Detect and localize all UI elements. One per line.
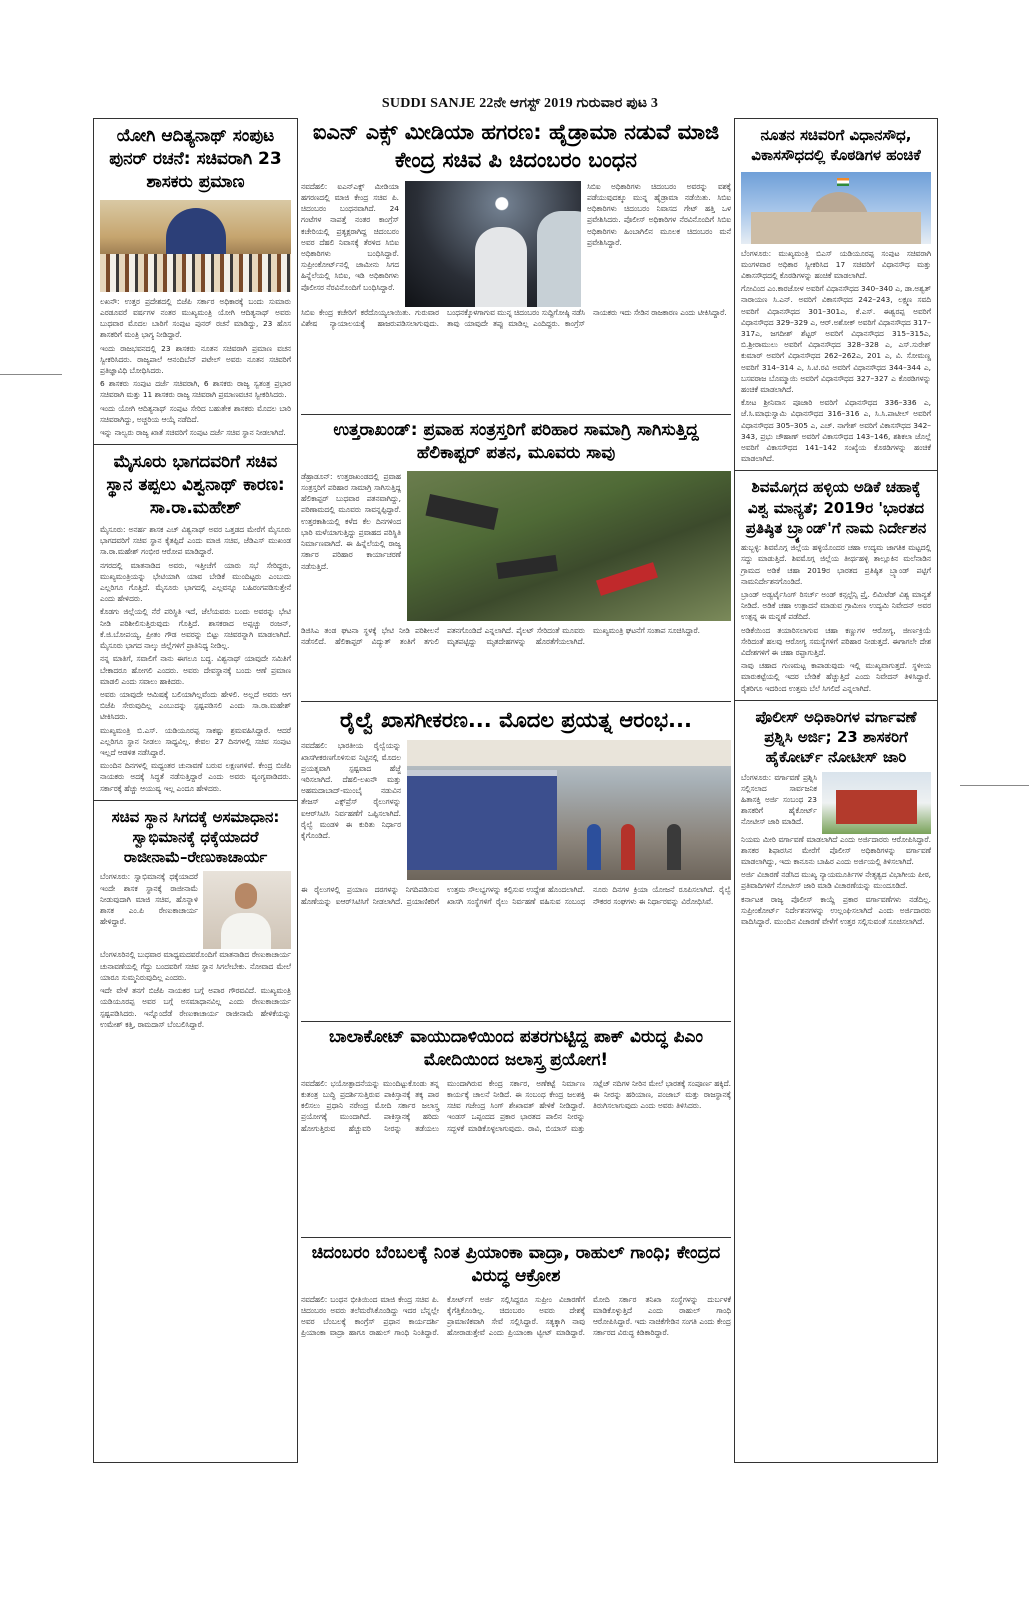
- high-court-photo: [822, 772, 931, 834]
- article-paragraph: ಕೊಡಗು ಜಿಲ್ಲೆಯಲ್ಲಿ ನೆರೆ ಪರಿಸ್ಥಿತಿ ಇದೆ, ಜೆಲೆಯವರು ಬಂದು ಅವರನ್ನು ಭೇಟಿ ನೀಡಿ ಪರಿಶೀಲಿಸುತ್ತಿರುವುದು ಗೊತ್ತಿದೆ. ಶಾಸಕರಾದ ಅಪ್ಪಚ್ಚು ರಂಜನ್, ಕೆ.ಜಿ.ಬೋಪಯ್ಯ, ಪ್ರೀತಂ ಗೌಡ ಅವರನ್ನು ಬಿಟ್ಟು ಸಚಿವರನ್ನಾಗಿ ಮಾಡಲಾಗಿದೆ. ಮೈಸೂರು ಭಾಗದ ನಾಲ್ಕು ಜಿಲ್ಲೆಗಳಿಗೆ ಪ್ರಾತಿನಿಧ್ಯ ನೀಡಿಲ್ಲ.: [100, 607, 291, 651]
- article-paragraph: ಈ ರೈಲುಗಳಲ್ಲಿ ಪ್ರಯಾಣ ದರಗಳನ್ನು ನಿಗದಿಪಡಿಸುವ ಹೊಣೆಯನ್ನು ಐಆರ್‌ಸಿಟಿಸಿಗೆ ನೀಡಲಾಗಿದೆ. ಪ್ರಯಾಣಿಕರಿಗೆ ಉತ್ತಮ ಸೌಲಭ್ಯಗಳನ್ನು ಕಲ್ಪಿಸುವ ಉದ್ದೇಶ ಹೊಂದಲಾಗಿದೆ. ಖಾಸಗಿ ಸಂಸ್ಥೆಗಳಿಗೆ ರೈಲು ನಿರ್ವಹಣೆ ವಹಿಸುವ ಸಂಬಂಧ ನೂರು ದಿನಗಳ ಕ್ರಿಯಾ ಯೋಜನೆ ರೂಪಿಸಲಾಗಿದೆ. ರೈಲ್ವೆ ನೌಕರರ ಸಂಘಗಳು ಈ ನಿರ್ಧಾರವನ್ನು ವಿರೋಧಿಸಿವೆ.: [301, 885, 731, 906]
- person-figure: [475, 227, 527, 307]
- article-paragraph: ಮುಖ್ಯಮಂತ್ರಿ ಬಿ.ಎಸ್. ಯಡಿಯೂರಪ್ಪ ಸಾಕಷ್ಟು ಶ್ರಮವಹಿಸಿದ್ದಾರೆ. ಆದರೆ ಎಲ್ಲರಿಗೂ ಸ್ಥಾನ ನೀಡಲು ಸಾಧ್ಯವಿಲ್ಲ. ಕೇವಲ 27 ದಿನಗಳಲ್ಲಿ ಸಚಿವ ಸಂಪುಟ ಇಲ್ಲದೆ ಆಡಳಿತ ನಡೆಸಿದ್ದಾರೆ.: [100, 725, 291, 757]
- renukacharya-photo: [203, 871, 291, 949]
- article-paragraph: ಡೆಹ್ರಾಡೂನ್: ಉತ್ತರಾಖಂಡದಲ್ಲಿ ಪ್ರವಾಹ ಸಂತ್ರಸ್ತರಿಗೆ ಪರಿಹಾರ ಸಾಮಾಗ್ರಿ ಸಾಗಿಸುತ್ತಿದ್ದ ಹೆಲಿಕಾಪ್ಟರ್ ಬುಧವಾರ ಪತನವಾಗಿದ್ದು, ಪರಿಣಾಮದಲ್ಲಿ ಮೂವರು ಸಾವನ್ನಪ್ಪಿದ್ದಾರೆ. ಉತ್ತರಕಾಶಿಯಲ್ಲಿ ಕಳೆದ ಕೆಲ ದಿನಗಳಿಂದ ಭಾರಿ ಮಳೆಯಾಗುತ್ತಿದ್ದು ಪ್ರವಾಹದ ಪರಿಸ್ಥಿತಿ ನಿರ್ಮಾಣವಾಗಿದೆ. ಈ ಹಿನ್ನೆಲೆಯಲ್ಲಿ ರಾಜ್ಯ ಸರ್ಕಾರ ಪರಿಹಾರ ಕಾರ್ಯಾಚರಣೆ ನಡೆಸುತ್ತಿದೆ.: [301, 471, 401, 571]
- article-paragraph: ಸಿಬಿಐ ಅಧಿಕಾರಿಗಳು ಚಿದಂಬರಂ ಅವರನ್ನು ವಶಕ್ಕೆ ಪಡೆಯುವುದಕ್ಕೂ ಮುನ್ನ ಹೈಡ್ರಾಮಾ ನಡೆಯಿತು. ಸಿಬಿಐ ಅಧಿಕಾರಿಗಳು ಚಿದಂಬರಂ ನಿವಾಸದ ಗೇಟ್ ಹತ್ತಿ ಒಳ ಪ್ರವೇಶಿಸಿದರು. ಪೊಲೀಸ್ ಅಧಿಕಾರಿಗಳ ನೆರವಿನೊಂದಿಗೆ ಸಿಬಿಐ ಅಧಿಕಾರಿಗಳು ಹಿಂಬಾಗಿಲಿನ ಮೂಲಕ ಚಿದಂಬರಂ ಮನೆ ಪ್ರವೇಶಿಸಿದ್ದಾರೆ.: [587, 181, 731, 247]
- headline-police-transfer: ಪೊಲೀಸ್ ಅಧಿಕಾರಿಗಳ ವರ್ಗಾವಣೆ ಪ್ರಶ್ನಿಸಿ ಅರ್ಜಿ; 23 ಶಾಸಕರಿಗೆ ಹೈಕೋರ್ಟ್ ನೋಟೀಸ್ ಜಾರಿ: [755, 707, 917, 767]
- headline-railway-privatisation: ರೈಲ್ವೆ ಖಾಸಗೀಕರಣ... ಮೊದಲ ಪ್ರಯತ್ನ ಆರಂಭ...: [340, 708, 692, 732]
- article-paragraph: ಡಿಜಿಸಿಎ ತಂಡ ಘಟನಾ ಸ್ಥಳಕ್ಕೆ ಭೇಟಿ ನೀಡಿ ಪರಿಶೀಲನೆ ನಡೆಸಲಿದೆ. ಹೆಲಿಕಾಪ್ಟರ್ ವಿದ್ಯುತ್ ತಂತಿಗೆ ತಗುಲಿ ಪತನಗೊಂಡಿದೆ ಎನ್ನಲಾಗಿದೆ. ಪೈಲಟ್ ಸೇರಿದಂತೆ ಮೂವರು ಮೃತಪಟ್ಟಿದ್ದು ಮೃತದೇಹಗಳನ್ನು ಹೊರತೆಗೆಯಲಾಗಿದೆ. ಮುಖ್ಯಮಂತ್ರಿ ಘಟನೆಗೆ ಸಂತಾಪ ಸೂಚಿಸಿದ್ದಾರೆ.: [301, 625, 701, 647]
- article-paragraph: ಗೋವಿಂದ ಎಂ.ಕಾರಜೋಳ ಅವರಿಗೆ ವಿಧಾನಸೌಧದ 340–340 ಎ, ಡಾ.ಅಶ್ವತ್ ನಾರಾಯಣ ಸಿ.ಎನ್. ಅವರಿಗೆ ವಿಕಾಸಸೌಧದ 242–243, ಲಕ್ಷ್ಮಣ ಸವದಿ ಅವರಿಗೆ ವಿಧಾನಸೌಧದ 301–301ಎ, ಕೆ.ಎಸ್. ಈಶ್ವರಪ್ಪ ಅವರಿಗೆ ವಿಧಾನಸೌಧದ 329–329 ಎ, ಆರ್.ಅಶೋಕ್ ಅವರಿಗೆ ವಿಧಾನಸೌಧದ 317–317ಎ, ಜಗದೀಶ್ ಶೆಟ್ಟರ್ ಅವರಿಗೆ ವಿಧಾನಸೌಧದ 315–315ಎ, ಬಿ.ಶ್ರೀರಾಮುಲು ಅವರಿಗೆ ವಿಧಾನಸೌಧದ 328–328 ಎ, ಎಸ್.ಸುರೇಶ್ ಕುಮಾರ್ ಅವರಿಗೆ ವಿಧಾನಸೌಧದ 262–262ಎ, 201 ಎ, ವಿ. ಸೋಮಣ್ಣ ಅವರಿಗೆ 314–314 ಎ, ಸಿ.ಟಿ.ರವಿ ಅವರಿಗೆ ವಿಧಾನಸೌಧದ 344–344 ಎ, ಬಸವರಾಜ ಬೊಮ್ಮಾಯಿ ಅವರಿಗೆ ವಿಧಾನಸೌಧದ 327–327 ಎ ಕೊಠಡಿಗಳನ್ನು ಹಂಚಿಕೆ ಮಾಡಲಾಗಿದೆ.: [741, 284, 931, 394]
- article-paragraph: ನಿಯಮ ಮೀರಿ ವರ್ಗಾವಣೆ ಮಾಡಲಾಗಿದೆ ಎಂದು ಅರ್ಜಿದಾರರು ಆರೋಪಿಸಿದ್ದಾರೆ. ಶಾಸಕರ ಶಿಫಾರಸಿನ ಮೇರೆಗೆ ಪೊಲೀಸ್ ಅಧಿಕಾರಿಗಳನ್ನು ವರ್ಗಾವಣೆ ಮಾಡಲಾಗಿದ್ದು, ಇದು ಕಾನೂನು ಬಾಹಿರ ಎಂದು ಅರ್ಜಿಯಲ್ಲಿ ತಿಳಿಸಲಾಗಿದೆ.: [741, 834, 931, 866]
- article-yogi-cabinet: [94, 119, 297, 444]
- portrait-body: [221, 913, 271, 949]
- article-paragraph: 6 ಶಾಸಕರು ಸಂಪುಟ ದರ್ಜೆ ಸಚಿವರಾಗಿ, 6 ಶಾಸಕರು ರಾಜ್ಯ ಸ್ವತಂತ್ರ ಪ್ರಭಾರ ಸಚಿವರಾಗಿ ಮತ್ತು 11 ಶಾಸಕರು ರಾಜ್ಯ ಸಚಿವರಾಗಿ ಪ್ರಮಾಣವಚನ ಸ್ವೀಕರಿಸಿದರು.: [100, 379, 291, 400]
- right-column: [734, 118, 938, 1463]
- arrest-photo: [405, 181, 581, 307]
- headline-congress-support: ಚಿದಂಬರಂ ಬೆಂಬಲಕ್ಕೆ ನಿಂತ ಪ್ರಿಯಾಂಕಾ ವಾದ್ರಾ, ರಾಹುಲ್ ಗಾಂಧಿ; ಕೇಂದ್ರದ ವಿರುದ್ಧ ಆಕ್ರೋಶ: [311, 1243, 721, 1286]
- article-paragraph: ಮೈಸೂರು: ಅನರ್ಹ ಶಾಸಕ ಎಚ್ ವಿಶ್ವನಾಥ್ ಅವರ ಒತ್ತಡದ ಮೇರೆಗೆ ಮೈಸೂರು ಭಾಗದವರಿಗೆ ಸಚಿವ ಸ್ಥಾನ ಕೈತಪ್ಪಿದೆ ಎಂದು ಮಾಜಿ ಸಚಿವ, ಜೆಡಿಎಸ್ ಮುಖಂಡ ಸಾ.ರಾ.ಮಹೇಶ್ ಗಂಭೀರ ಆರೋಪ ಮಾಡಿದ್ದಾರೆ.: [100, 525, 291, 557]
- national-flag: [837, 178, 849, 186]
- headline-chidambaram-arrest: ಐಎನ್ ಎಕ್ಸ್ ಮೀಡಿಯಾ ಹಗರಣ: ಹೈಡ್ರಾಮಾ ನಡುವೆ ಮಾಜಿ ಕೇಂದ್ರ ಸಚಿವ ಪಿ ಚಿದಂಬರಂ ಬಂಧನ: [312, 120, 720, 173]
- platform-roof: [407, 740, 731, 766]
- debris: [496, 555, 558, 579]
- vidhana-soudha-photo: [741, 172, 931, 244]
- article-paragraph: ಲಖನೌ: ಉತ್ತರ ಪ್ರದೇಶದಲ್ಲಿ ಬಿಜೆಪಿ ಸರ್ಕಾರ ಅಧಿಕಾರಕ್ಕೆ ಬಂದು ಸುಮಾರು ಎರಡೂವರೆ ವರ್ಷಗಳ ನಂತರ ಮುಖ್ಯಮಂತ್ರಿ ಯೋಗಿ ಆದಿತ್ಯನಾಥ್ ಅವರು ಬುಧವಾರ ಮೊದಲ ಬಾರಿಗೆ ಸಂಪುಟ ಪುನರ್ ರಚನೆ ಮಾಡಿದ್ದು, 23 ಹೊಸ ಶಾಸಕರಿಗೆ ಮಂತ್ರಿ ಭಾಗ್ಯ ನೀಡಿದ್ದಾರೆ.: [100, 296, 291, 340]
- article-paragraph: ಅರ್ಜಿ ವಿಚಾರಣೆ ನಡೆಸಿದ ಮುಖ್ಯ ನ್ಯಾಯಮೂರ್ತಿಗಳ ನೇತೃತ್ವದ ವಿಭಾಗೀಯ ಪೀಠ, ಪ್ರತಿವಾದಿಗಳಿಗೆ ನೋಟೀಸ್ ಜಾರಿ ಮಾಡಿ ವಿಚಾರಣೆಯನ್ನು ಮುಂದೂಡಿದೆ.: [741, 870, 931, 891]
- train-coach: [407, 770, 557, 870]
- headline-mysore-minister: ಮೈಸೂರು ಭಾಗದವರಿಗೆ ಸಚಿವ ಸ್ಥಾನ ತಪ್ಪಲು ವಿಶ್ವನಾಥ್ ಕಾರಣ: ಸಾ.ರಾ.ಮಹೇಶ್: [106, 452, 285, 519]
- article-paragraph: ಕರ್ನಾಟಕ ರಾಜ್ಯ ಪೊಲೀಸ್ ಕಾಯ್ದೆ ಪ್ರಕಾರ ವರ್ಗಾವಣೆಗಳು ನಡೆದಿಲ್ಲ. ಸುಪ್ರೀಂಕೋರ್ಟ್ ನಿರ್ದೇಶನಗಳನ್ನು ಉಲ್ಲಂಘಿಸಲಾಗಿದೆ ಎಂದು ಅರ್ಜಿದಾರರು ವಾದಿಸಿದ್ದಾರೆ. ಮುಂದಿನ ವಿಚಾರಣೆ ವೇಳೆಗೆ ಉತ್ತರ ಸಲ್ಲಿಸುವಂತೆ ಸೂಚಿಸಲಾಗಿದೆ.: [741, 894, 931, 926]
- headline-indus-water: ಬಾಲಾಕೋಟ್ ವಾಯುದಾಳಿಯಿಂದ ಪತರಗುಟ್ಟಿದ್ದ ಪಾಕ್ ವಿರುದ್ಧ ಪಿಎಂ ಮೋದಿಯಿಂದ ಜಲಾಸ್ತ್ರ ಪ್ರಯೋಗ!: [329, 1027, 703, 1070]
- article-paragraph: ನವದೆಹಲಿ: ಭಾರತೀಯ ರೈಲ್ವೆಯನ್ನು ಖಾಸಗೀಕರಣಗೊಳಿಸುವ ನಿಟ್ಟಿನಲ್ಲಿ ಮೊದಲ ಪ್ರಯತ್ನವಾಗಿ ಸ್ಪಷ್ಟವಾದ ಹೆಜ್ಜೆ ಇರಿಸಲಾಗಿದೆ. ದೆಹಲಿ-ಲಖನೌ ಮತ್ತು ಅಹಮದಾಬಾದ್-ಮುಂಬೈ ನಡುವಿನ ತೇಜಸ್ ಎಕ್ಸ್‌ಪ್ರೆಸ್ ರೈಲುಗಳನ್ನು ಐಆರ್‌ಸಿಟಿಸಿ ನಿರ್ವಹಣೆಗೆ ಒಪ್ಪಿಸಲಾಗಿದೆ. ರೈಲ್ವೆ ಮಂಡಳಿ ಈ ಕುರಿತು ನಿರ್ಧಾರ ಕೈಗೊಂಡಿದೆ.: [301, 741, 401, 840]
- center-section: [301, 118, 731, 1463]
- railway-station-photo: [407, 740, 731, 880]
- page-masthead: SUDDI SANJE 22ನೇ ಆಗಸ್ಟ್ 2019 ಗುರುವಾರ ಪುಟ 3: [381, 96, 659, 111]
- margin-rule-right: [960, 785, 1029, 786]
- headline-room-allotment: ನೂತನ ಸಚಿವರಿಗೆ ವಿಧಾನಸೌಧ, ವಿಕಾಸಸೌಧದಲ್ಲಿ ಕೊಠಡಿಗಳ ಹಂಚಿಕೆ: [751, 126, 921, 165]
- passenger: [667, 824, 681, 870]
- headline-yogi-cabinet: ಯೋಗಿ ಆದಿತ್ಯನಾಥ್ ಸಂಪುಟ ಪುನರ್ ರಚನೆ: ಸಚಿವರಾಗಿ 23 ಶಾಸಕರು ಪ್ರಮಾಣ: [109, 126, 282, 192]
- crash-site-photo: [407, 471, 731, 621]
- article-police-transfer: [735, 700, 937, 933]
- high-court-building: [836, 790, 917, 824]
- article-paragraph: ಇಂದು ಯೋಗಿ ಆದಿತ್ಯನಾಥ್ ಸಂಪುಟ ಸೇರಿದ ಬಹುತೇಕ ಶಾಸಕರು ಮೊದಲ ಬಾರಿ ಸಚಿವರಾಗಿದ್ದು, ಅಚ್ಚರಿಯ ಆಯ್ಕೆ ನಡೆದಿದೆ.: [100, 403, 291, 424]
- article-congress-support: [301, 1237, 731, 1339]
- article-paragraph: ಇಂದು ರಾಜಭವನದಲ್ಲಿ 23 ಶಾಸಕರು ನೂತನ ಸಚಿವರಾಗಿ ಪ್ರಮಾಣ ವಚನ ಸ್ವೀಕರಿಸಿದರು. ರಾಜ್ಯಪಾಲೆ ಆನಂದಿಬೆನ್ ಪಟೇಲ್ ಅವರು ನೂತನ ಸಚಿವರಿಗೆ ಪ್ರತಿಜ್ಞಾವಿಧಿ ಬೋಧಿಸಿದರು.: [100, 343, 291, 376]
- article-paragraph: ನವದೆಹಲಿ: ಐಎನ್‌ಎಕ್ಸ್ ಮೀಡಿಯಾ ಹಗರಣದಲ್ಲಿ ಮಾಜಿ ಕೇಂದ್ರ ಸಚಿವ ಪಿ. ಚಿದಂಬರಂ ಬಂಧನವಾಗಿದೆ. 24 ಗಂಟೆಗಳ ನಾಪತ್ತೆ ನಂತರ ಕಾಂಗ್ರೆಸ್ ಕಚೇರಿಯಲ್ಲಿ ಪ್ರತ್ಯಕ್ಷರಾಗಿದ್ದ ಚಿದಂಬರಂ ಅವರ ದೆಹಲಿ ನಿವಾಸಕ್ಕೆ ತೆರಳಿದ ಸಿಬಿಐ ಅಧಿಕಾರಿಗಳು ಬಂಧಿಸಿದ್ದಾರೆ. ಸುಪ್ರೀಂಕೋರ್ಟ್‌ನಲ್ಲಿ ಜಾಮೀನು ಸಿಗದ ಹಿನ್ನೆಲೆಯಲ್ಲಿ ಸಿಬಿಐ, ಇಡಿ ಅಧಿಕಾರಿಗಳು ಪೊಲೀಸರ ನೆರವಿನೊಂದಿಗೆ ಬಂಧಿಸಿದ್ದಾರೆ.: [301, 181, 399, 292]
- article-paragraph: ಮುಂದಿನ ದಿನಗಳಲ್ಲಿ ಮಧ್ಯಂತರ ಚುನಾವಣೆ ಬರುವ ಲಕ್ಷಣಗಳಿವೆ. ಕೇಂದ್ರ ಬಿಜೆಪಿ ನಾಯಕರು ಅದಕ್ಕೆ ಸಿದ್ಧತೆ ನಡೆಸುತ್ತಿದ್ದಾರೆ ಎಂದು ಅವರು ವ್ಯಂಗ್ಯವಾಡಿದರು. ಸರ್ಕಾರಕ್ಕೆ ಹೆಚ್ಚು ಆಯುಷ್ಯ ಇಲ್ಲ ಎಂದೂ ಹೇಳಿದರು.: [100, 761, 291, 793]
- swearing-in-photo: [100, 200, 291, 292]
- soudha-building: [751, 212, 921, 244]
- passenger: [621, 824, 635, 870]
- article-paragraph: ಬೆಂಗಳೂರು: ಮುಖ್ಯಮಂತ್ರಿ ಬಿಎಸ್ ಯಡಿಯೂರಪ್ಪ ಸಂಪುಟ ಸಚಿವರಾಗಿ ಮಂಗಳವಾರ ಅಧಿಕಾರ ಸ್ವೀಕರಿಸಿದ 17 ಸಚಿವರಿಗೆ ವಿಧಾನಸೌಧ ಮತ್ತು ವಿಕಾಸಸೌಧದಲ್ಲಿ ಕೊಠಡಿಗಳನ್ನು ಹಂಚಿಕೆ ಮಾಡಲಾಗಿದೆ.: [741, 248, 931, 280]
- article-room-allotment: [735, 119, 937, 470]
- article-paragraph: ಇದೇ ವೇಳೆ ತನಗೆ ಬಿಜೆಪಿ ನಾಯಕರ ಬಗ್ಗೆ ಅಪಾರ ಗೌರವವಿದೆ. ಮುಖ್ಯಮಂತ್ರಿ ಯಡಿಯೂರಪ್ಪ ಅವರ ಬಗ್ಗೆ ಅಸಮಾಧಾನವಿಲ್ಲ ಎಂದು ರೇಣುಕಾಚಾರ್ಯ ಸ್ಪಷ್ಟಪಡಿಸಿದರು. ಇನ್ನೊಂದೆಡೆ ರೇಣುಕಾಚಾರ್ಯ ರಾಜೀನಾಮೆ ಹೇಳಿಕೆಯನ್ನು ಉಮೇಶ್ ಕತ್ತಿ, ರಾಮದಾಸ್ ಬೆಂಬಲಿಸಿದ್ದಾರೆ.: [100, 986, 291, 1029]
- helicopter-wreck: [596, 562, 658, 596]
- article-paragraph: ಬ್ರಾಂಡ್ ಅಡ್ವರ್ಟೈಸಿಂಗ್ ರಿಸರ್ಚ್ ಅಂಡ್ ಕನ್ಸಲ್ಟೆನ್ಸಿ ಪ್ರೈ. ಲಿಮಿಟೆಡ್ ವಿಶ್ವ ಮಾನ್ಯತೆ ನೀಡಿದೆ. ಅಡಿಕೆ ಚಹಾ ಉತ್ಪಾದನೆ ಮಾಡುವ ಗ್ರಾಮೀಣ ಉದ್ಯಮಿ ನಿವೇದನ್ ಅವರ ಉತ್ಪನ್ನ ಈ ಮನ್ನಣೆ ಪಡೆದಿದೆ.: [741, 589, 931, 622]
- article-paragraph: ಸಿಬಿಐ ಕೇಂದ್ರ ಕಚೇರಿಗೆ ಕರೆದೊಯ್ಯಲಾಯಿತು. ಗುರುವಾರ ವಿಶೇಷ ನ್ಯಾಯಾಲಯಕ್ಕೆ ಹಾಜರುಪಡಿಸಲಾಗುವುದು. ಬಂಧನಕ್ಕೊಳಗಾಗುವ ಮುನ್ನ ಚಿದಂಬರಂ ಸುದ್ದಿಗೋಷ್ಠಿ ನಡೆಸಿ ತಾವು ಯಾವುದೇ ತಪ್ಪು ಮಾಡಿಲ್ಲ ಎಂದಿದ್ದರು. ಕಾಂಗ್ರೆಸ್ ನಾಯಕರು ಇದು ಸೇಡಿನ ರಾಜಕಾರಣ ಎಂದು ಟೀಕಿಸಿದ್ದಾರೆ.: [301, 307, 727, 328]
- article-areca-tea: [735, 470, 937, 699]
- article-paragraph: ಅಡಿಕೆಯಿಂದ ತಯಾರಿಸಲಾಗುವ ಚಹಾ ಕಣ್ಣುಗಳ ಆರೋಗ್ಯ, ಜೀರ್ಣಕ್ರಿಯೆ ಸೇರಿದಂತೆ ಹಲವು ಆರೋಗ್ಯ ಸಮಸ್ಯೆಗಳಿಗೆ ಪರಿಹಾರ ನೀಡುತ್ತದೆ. ಈಗಾಗಲೇ ದೇಶ ವಿದೇಶಗಳಿಗೆ ಈ ಚಹಾ ರಫ್ತಾಗುತ್ತಿದೆ.: [741, 625, 931, 657]
- person-figure: [537, 211, 581, 307]
- article-paragraph: ನಾವು ಚಹಾದ ಗುಣಮಟ್ಟ ಕಾಪಾಡುವುದು ಇಲ್ಲಿ ಮುಖ್ಯವಾಗುತ್ತದೆ. ಸ್ಥಳೀಯ ಮಾರುಕಟ್ಟೆಯಲ್ಲಿ ಇದರ ಬೇಡಿಕೆ ಹೆಚ್ಚುತ್ತಿದೆ ಎಂದು ನಿವೇದನ್ ತಿಳಿಸಿದ್ದಾರೆ. ರೈತರಿಗೂ ಇದರಿಂದ ಉತ್ತಮ ಬೆಲೆ ಸಿಗಲಿದೆ ಎನ್ನಲಾಗಿದೆ.: [741, 661, 931, 693]
- headline-areca-tea: ಶಿವಮೊಗ್ಗದ ಹಳ್ಳಿಯ ಅಡಿಕೆ ಚಹಾಕ್ಕೆ ವಿಶ್ವ ಮಾನ್ಯತೆ; 2019ರ 'ಭಾರತದ ಪ್ರತಿಷ್ಠಿತ ಬ್ರ್ಯಾಂಡ್'ಗೆ ನಾಮ ನಿರ್ದೇಶನ: [745, 478, 927, 537]
- article-paragraph: ನಗರದಲ್ಲಿ ಮಾತನಾಡಿದ ಅವರು, ಇತ್ತೀಚೆಗೆ ಯಾರು ಸಭೆ ಸೇರಿದ್ದರು, ಮುಖ್ಯಮಂತ್ರಿಯನ್ನು ಭೇಟಿಯಾಗಿ ಯಾವ ಬೇಡಿಕೆ ಮುಂದಿಟ್ಟರು ಎಂಬುದು ಎಲ್ಲರಿಗೂ ಗೊತ್ತಿದೆ. ಮೈಸೂರು ಭಾಗದಲ್ಲಿ ಎಲ್ಲವನ್ನೂ ಬಹಿರಂಗಪಡಿಸುತ್ತೇನೆ ಎಂದು ಹೇಳಿದರು.: [100, 560, 291, 604]
- passenger: [587, 824, 601, 870]
- left-column: [93, 118, 298, 1463]
- article-chidambaram-arrest: [301, 118, 731, 414]
- article-paragraph: ಕೋಟ ಶ್ರೀನಿವಾಸ ಪೂಜಾರಿ ಅವರಿಗೆ ವಿಧಾನಸೌಧದ 336–336 ಎ, ಜೆ.ಸಿ.ಮಾಧುಸ್ವಾಮಿ ವಿಧಾನಸೌಧದ 316–316 ಎ, ಸಿ.ಸಿ.ಪಾಟೀಲ್ ಅವರಿಗೆ ವಿಧಾನಸೌಧದ 305–305 ಎ, ಎಚ್. ನಾಗೇಶ್ ಅವರಿಗೆ ವಿಕಾಸಸೌಧದ 342–343, ಪ್ರಭು ಚೌಹಾಣ್ ಅವರಿಗೆ ವಿಕಾಸಸೌಧದ 143–146, ಶಶಿಕಲಾ ಜೊಲ್ಲೆ ಅವರಿಗೆ ವಿಕಾಸಸೌಧದ 141–142 ಸಂಖ್ಯೆಯ ಕೊಠಡಿಗಳನ್ನು ಹಂಚಿಕೆ ಮಾಡಲಾಗಿದೆ.: [741, 398, 931, 464]
- ministers-row: [100, 254, 291, 292]
- article-paragraph: ಬೆಂಗಳೂರಿನಲ್ಲಿ ಬುಧವಾರ ಮಾಧ್ಯಮದವರೊಂದಿಗೆ ಮಾತನಾಡಿದ ರೇಣುಕಾಚಾರ್ಯ ಚುನಾವಣೆಯಲ್ಲಿ ಗೆದ್ದು ಬಂದವರಿಗೆ ಸಚಿವ ಸ್ಥಾನ ಸಿಗಲೇಬೇಕು. ನೋವಾದ ಮೇಲೆ ಯಾರೂ ಸುಮ್ಮನಿರುವುದಿಲ್ಲ ಎಂದರು.: [100, 950, 291, 982]
- article-paragraph: ನವದೆಹಲಿ: ಬಂಧನ ಭೀತಿಯಿಂದ ಮಾಜಿ ಕೇಂದ್ರ ಸಚಿವ ಪಿ. ಚಿದಂಬರಂ ಅವರು ತಲೆಮರೆಸಿಕೊಂಡಿದ್ದು ಇದರ ಬೆನ್ನಲ್ಲೇ ಅವರ ಬೆಂಬಲಕ್ಕೆ ಕಾಂಗ್ರೆಸ್ ಪ್ರಧಾನ ಕಾರ್ಯದರ್ಶಿ ಪ್ರಿಯಾಂಕಾ ವಾದ್ರಾ ಹಾಗೂ ರಾಹುಲ್ ಗಾಂಧಿ ನಿಂತಿದ್ದಾರೆ. ಕೋರ್ಟ್‌ಗೆ ಅರ್ಜಿ ಸಲ್ಲಿಸಿದ್ದರೂ ಸುಪ್ರೀಂ ವಿಚಾರಣೆಗೆ ಕೈಗೆತ್ತಿಕೊಂಡಿಲ್ಲ. ಚಿದಂಬರಂ ಅವರು ದೇಶಕ್ಕೆ ಪ್ರಾಮಾಣಿಕವಾಗಿ ಸೇವೆ ಸಲ್ಲಿಸಿದ್ದಾರೆ. ಸತ್ಯಕ್ಕಾಗಿ ನಾವು ಹೋರಾಡುತ್ತೇವೆ ಎಂದು ಪ್ರಿಯಾಂಕಾ ಟ್ವೀಟ್ ಮಾಡಿದ್ದಾರೆ. ಮೋದಿ ಸರ್ಕಾರ ತನಿಖಾ ಸಂಸ್ಥೆಗಳನ್ನು ದುರ್ಬಳಕೆ ಮಾಡಿಕೊಳ್ಳುತ್ತಿದೆ ಎಂದು ರಾಹುಲ್ ಗಾಂಧಿ ಆರೋಪಿಸಿದ್ದಾರೆ. ಇದು ನಾಚಿಕೆಗೇಡಿನ ಸಂಗತಿ ಎಂದು ಕೇಂದ್ರ ಸರ್ಕಾರದ ವಿರುದ್ಧ ಕಿಡಿಕಾರಿದ್ದಾರೆ.: [301, 1294, 731, 1338]
- article-lead: ಬೆಂಗಳೂರು: ಸ್ವಾಭಿಮಾನಕ್ಕೆ ಧಕ್ಕೆಯಾದರೆ ಇಂದೇ ಶಾಸಕ ಸ್ಥಾನಕ್ಕೆ ರಾಜೀನಾಮೆ ನೀಡುವುದಾಗಿ ಮಾಜಿ ಸಚಿವ, ಹೊನ್ನಾಳಿ ಶಾಸಕ ಎಂ.ಪಿ ರೇಣುಕಾಚಾರ್ಯ ಹೇಳಿದ್ದಾರೆ.: [100, 872, 198, 927]
- article-paragraph: ಹುಬ್ಬಳ್ಳಿ: ಶಿವಮೊಗ್ಗ ಜಿಲ್ಲೆಯ ಹಳ್ಳಿಯೊಂದರ ಚಹಾ ಉದ್ಯಮ ಜಾಗತಿಕ ಮಟ್ಟದಲ್ಲಿ ಸದ್ದು ಮಾಡುತ್ತಿದೆ. ಶಿವಮೊಗ್ಗ ಜಿಲ್ಲೆಯ ತೀರ್ಥಹಳ್ಳಿ ತಾಲ್ಲೂಕಿನ ಮಲೆನಾಡಿನ ಗ್ರಾಮದ ಅಡಿಕೆ ಚಹಾ 2019ರ ಭಾರತದ ಪ್ರತಿಷ್ಠಿತ ಬ್ರ್ಯಾಂಡ್ ಪಟ್ಟಿಗೆ ನಾಮನಿರ್ದೇಶನಗೊಂಡಿದೆ.: [741, 543, 931, 586]
- headline-renukacharya: ಸಚಿವ ಸ್ಥಾನ ಸಿಗದಕ್ಕೆ ಅಸಮಾಧಾನ: ಸ್ವಾಭಿಮಾನಕ್ಕೆ ಧಕ್ಕೆಯಾದರೆ ರಾಜೀನಾಮೆ–ರೇಣುಕಾಚಾರ್ಯ: [111, 807, 280, 867]
- article-paragraph: ಇನ್ನು ನಾಲ್ವರು ರಾಜ್ಯ ಖಾತೆ ಸಚಿವರಿಗೆ ಸಂಪುಟ ದರ್ಜೆ ಸಚಿವ ಸ್ಥಾನ ನೀಡಲಾಗಿದೆ.: [100, 428, 286, 438]
- article-indus-water: [301, 1021, 731, 1237]
- headline-helicopter-crash: ಉತ್ತರಾಖಂಡ್: ಪ್ರವಾಹ ಸಂತ್ರಸ್ತರಿಗೆ ಪರಿಹಾರ ಸಾಮಾಗ್ರಿ ಸಾಗಿಸುತ್ತಿದ್ದ ಹೆಲಿಕಾಪ್ಟರ್ ಪತನ, ಮೂವರು ಸಾವು: [333, 420, 699, 463]
- article-mysore-minister: [94, 444, 297, 799]
- article-lead: ಬೆಂಗಳೂರು: ವರ್ಗಾವಣೆ ಪ್ರಶ್ನಿಸಿ ಸಲ್ಲಿಸಲಾದ ಸಾರ್ವಜನಿಕ ಹಿತಾಸಕ್ತಿ ಅರ್ಜಿ ಸಂಬಂಧ 23 ಶಾಸಕರಿಗೆ ಹೈಕೋರ್ಟ್ ನೋಟೀಸ್ ಜಾರಿ ಮಾಡಿದೆ.: [741, 772, 817, 827]
- article-paragraph: ಅವರು ಯಾವುದೇ ಆಮಿಷಕ್ಕೆ ಬಲಿಯಾಗಿಲ್ಲವೆಂದು ಹೇಳಲಿ. ಅಲ್ಲದೆ ಅವರು ಆಗ ಬಿಜೆಪಿ ಸೇರುವುದಿಲ್ಲ ಎಂಬುದನ್ನು ಸ್ಪಷ್ಟಪಡಿಸಲಿ ಎಂದು ಸಾ.ರಾ.ಮಹೇಶ್ ಟೀಕಿಸಿದರು.: [100, 689, 291, 722]
- article-paragraph: ನನ್ನ ಮಾತಿಗೆ, ಸವಾಲಿಗೆ ನಾನು ಈಗಲೂ ಬದ್ಧ. ವಿಶ್ವನಾಥ್ ಯಾವುದೇ ಸಮಿತಿಗೆ ಬೇಕಾದರೂ ಹೋಗಲಿ ಎಂದರು. ಅವರು ದೇವಸ್ಥಾನಕ್ಕೆ ಬಂದು ಆಣೆ ಪ್ರಮಾಣ ಮಾಡಲಿ ಎಂದು ಸವಾಲು ಹಾಕಿದರು.: [100, 654, 291, 686]
- margin-rule-left: [0, 374, 62, 375]
- debris: [425, 494, 498, 530]
- article-paragraph: ನವದೆಹಲಿ: ಭಯೋತ್ಪಾದನೆಯನ್ನು ಮುಂದಿಟ್ಟುಕೊಂಡು ತನ್ನ ಕುತಂತ್ರ ಬುದ್ಧಿ ಪ್ರದರ್ಶಿಸುತ್ತಿರುವ ಪಾಕಿಸ್ತಾನಕ್ಕೆ ತಕ್ಕ ಪಾಠ ಕಲಿಸಲು ಪ್ರಧಾನಿ ನರೇಂದ್ರ ಮೋದಿ ಸರ್ಕಾರ ಜಲಾಸ್ತ್ರ ಪ್ರಯೋಗಕ್ಕೆ ಮುಂದಾಗಿದೆ. ಪಾಕಿಸ್ತಾನಕ್ಕೆ ಹರಿದು ಹೋಗುತ್ತಿರುವ ಹೆಚ್ಚುವರಿ ನೀರನ್ನು ತಡೆಯಲು ಮುಂದಾಗಿರುವ ಕೇಂದ್ರ ಸರ್ಕಾರ, ಅಣೆಕಟ್ಟೆ ನಿರ್ಮಾಣ ಕಾರ್ಯಕ್ಕೆ ಚಾಲನೆ ನೀಡಿದೆ. ಈ ಸಂಬಂಧ ಕೇಂದ್ರ ಜಲಶಕ್ತಿ ಸಚಿವ ಗಜೇಂದ್ರ ಸಿಂಗ್ ಶೇಖಾವತ್ ಹೇಳಿಕೆ ನೀಡಿದ್ದಾರೆ. ಇಂಡಸ್ ಒಪ್ಪಂದದ ಪ್ರಕಾರ ಭಾರತದ ಪಾಲಿನ ನೀರನ್ನು ಸದ್ಬಳಕೆ ಮಾಡಿಕೊಳ್ಳಲಾಗುವುದು. ರಾವಿ, ಬಿಯಾಸ್ ಮತ್ತು ಸಟ್ಲೆಜ್ ನದಿಗಳ ನೀರಿನ ಮೇಲೆ ಭಾರತಕ್ಕೆ ಸಂಪೂರ್ಣ ಹಕ್ಕಿದೆ. ಈ ನೀರನ್ನು ಹರಿಯಾಣ, ಪಂಜಾಬ್ ಮತ್ತು ರಾಜಸ್ಥಾನಕ್ಕೆ ತಿರುಗಿಸಲಾಗುವುದು ಎಂದು ಅವರು ತಿಳಿಸಿದರು.: [301, 1078, 731, 1133]
- article-railway-privatisation: [301, 701, 731, 1021]
- article-renukacharya: [94, 800, 297, 1036]
- portrait-head: [235, 883, 257, 909]
- article-helicopter-crash: [301, 414, 731, 701]
